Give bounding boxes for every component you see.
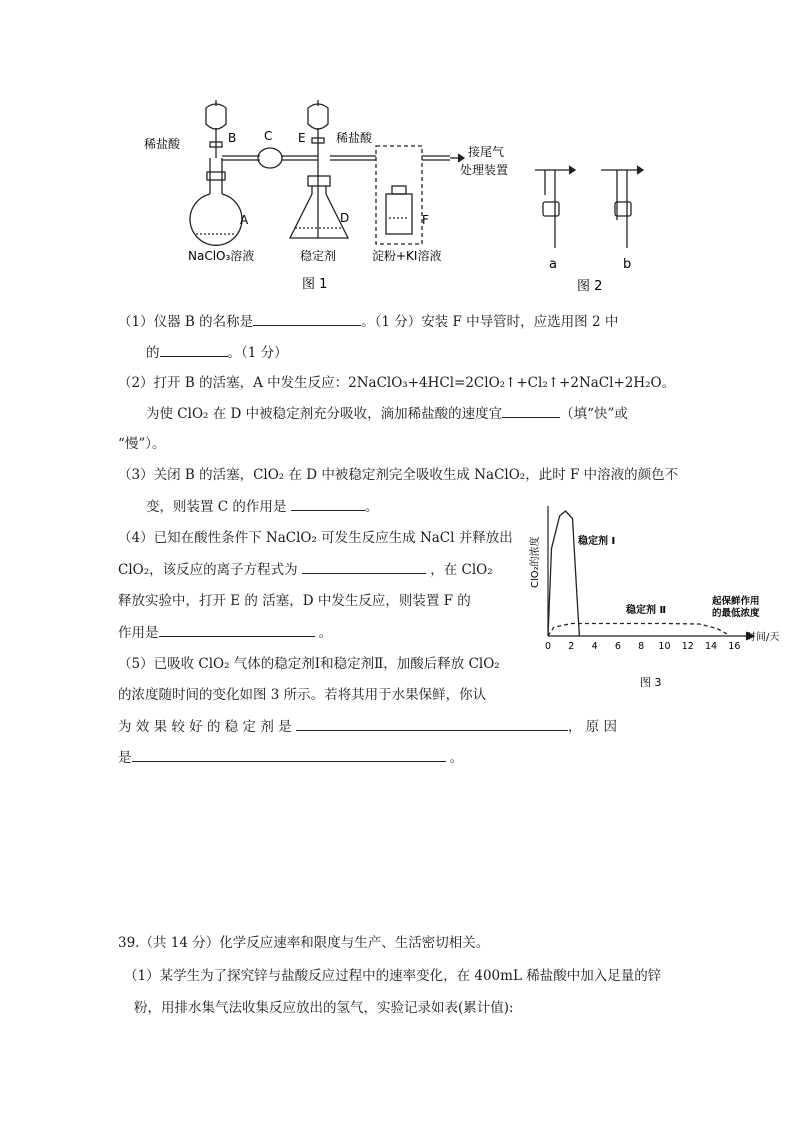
q3-line1: （3）关闭 B 的活塞，ClO₂ 在 D 中被稳定剂完全吸收生成 NaClO₂，此时 F 中溶液的颜色不 [118, 467, 679, 483]
answer-blank[interactable] [502, 403, 560, 418]
figure2-tubes [525, 150, 675, 300]
answer-blank[interactable] [160, 342, 228, 357]
bottle-F [386, 194, 412, 234]
label-flask-A: NaClO₃溶液 [188, 249, 255, 263]
answer-blank[interactable] [159, 622, 315, 637]
funnel-B [206, 104, 226, 129]
q1-line2: 的 。（1 分） [146, 342, 288, 363]
answer-blank[interactable] [132, 747, 446, 762]
funnel-E [308, 104, 328, 129]
q5-line4: 是 。 [118, 747, 463, 768]
x-tick-label: 4 [591, 641, 598, 652]
q4-line4: 作用是 。 [118, 622, 332, 643]
annotation-line1: 起保鲜作用 [712, 596, 760, 607]
x-tick-label: 0 [544, 641, 552, 652]
q1-line1: （1）仪器 B 的名称是 。（1 分）安装 F 中导管时，应选用图 2 中 [118, 311, 618, 332]
figure3-caption: 图 3 [640, 676, 662, 689]
q39-line2: （1）某学生为了探究锌与盐酸反应过程中的速率变化，在 400mL 稀盐酸中加入足量的锌 [124, 968, 662, 984]
label-C: C [264, 129, 273, 143]
label-F: F [422, 213, 429, 227]
label-A: A [240, 213, 249, 227]
drying-tube-C [258, 148, 282, 168]
series-1-label: 稳定剂 Ⅰ [578, 536, 616, 547]
q2-line1: （2）打开 B 的活塞，A 中发生反应：2NaClO₃+4HCl=2ClO₂↑+Cl₂↑+2NaCl+2H₂O。 [118, 375, 676, 391]
label-E: E [298, 131, 306, 145]
q3-line2: 变，则装置 C 的作用是 。 [146, 496, 378, 517]
q5-line1: （5）已吸收 ClO₂ 气体的稳定剂Ⅰ和稳定剂Ⅱ，加酸后释放 ClO₂ [118, 656, 500, 672]
q2-line3: “慢”）。 [118, 436, 166, 452]
label-bottle-F: 淀粉+KI溶液 [372, 249, 442, 263]
q4-line2: ClO₂，该反应的离子方程式为 ，在 ClO₂ [118, 559, 493, 580]
answer-blank[interactable] [291, 496, 365, 511]
label-flask-D: 稳定剂 [300, 249, 337, 263]
series-line-1 [548, 511, 579, 636]
label-hcl-left: 稀盐酸 [144, 137, 181, 151]
label-hcl-right: 稀盐酸 [336, 131, 373, 145]
x-tick-label: 6 [614, 641, 621, 652]
annotation-line2: 的最低浓度 [712, 608, 760, 619]
series-2-label: 稳定剂 Ⅱ [626, 605, 667, 616]
q5-line3: 为 效 果 较 好 的 稳 定 剂 是 ， 原 因 [118, 716, 617, 737]
x-tick-label: 16 [728, 641, 741, 652]
y-axis-label: ClO₂的浓度 [530, 536, 541, 588]
label-tail-1: 接尾气 [468, 145, 505, 159]
figure3-chart [520, 498, 790, 698]
flask-A [190, 194, 242, 245]
x-tick-label: 10 [658, 641, 671, 652]
answer-blank[interactable] [253, 311, 361, 326]
q5-line2: 的浓度随时间的变化如图 3 所示。若将其用于水果保鲜，你认 [118, 687, 487, 703]
figure1-apparatus [140, 98, 520, 292]
x-axis-label: 时间/天 [746, 632, 780, 643]
q2-line2: 为使 ClO₂ 在 D 中被稳定剂充分吸收，滴加稀盐酸的速度宜 （填“快”或 [146, 403, 628, 424]
figure1-caption: 图 1 [302, 277, 328, 292]
series-line-2 [548, 624, 729, 637]
box-F [376, 146, 422, 244]
q39-line1: 39.（共 14 分）化学反应速率和限度与生产、生活密切相关。 [118, 935, 490, 951]
label-D: D [340, 211, 350, 225]
x-tick-label: 8 [638, 641, 645, 652]
q4-line1: （4）已知在酸性条件下 NaClO₂ 可发生反应生成 NaCl 并释放出 [118, 530, 513, 546]
q4-line3: 释放实验中，打开 E 的 活塞，D 中发生反应，则装置 F 的 [118, 593, 471, 609]
q39-line3: 粉，用排水集气法收集反应放出的氢气，实验记录如表(累计值): [134, 1000, 514, 1016]
label-tube-b: b [623, 257, 632, 272]
x-tick-label: 14 [705, 641, 718, 652]
answer-blank[interactable] [296, 716, 568, 731]
label-tail-2: 处理装置 [460, 163, 509, 177]
label-B: B [228, 131, 237, 145]
x-tick-label: 12 [681, 641, 694, 652]
figure2-caption: 图 2 [577, 279, 603, 294]
x-tick-label: 2 [568, 641, 575, 652]
label-tube-a: a [549, 257, 557, 272]
answer-blank[interactable] [302, 559, 426, 574]
